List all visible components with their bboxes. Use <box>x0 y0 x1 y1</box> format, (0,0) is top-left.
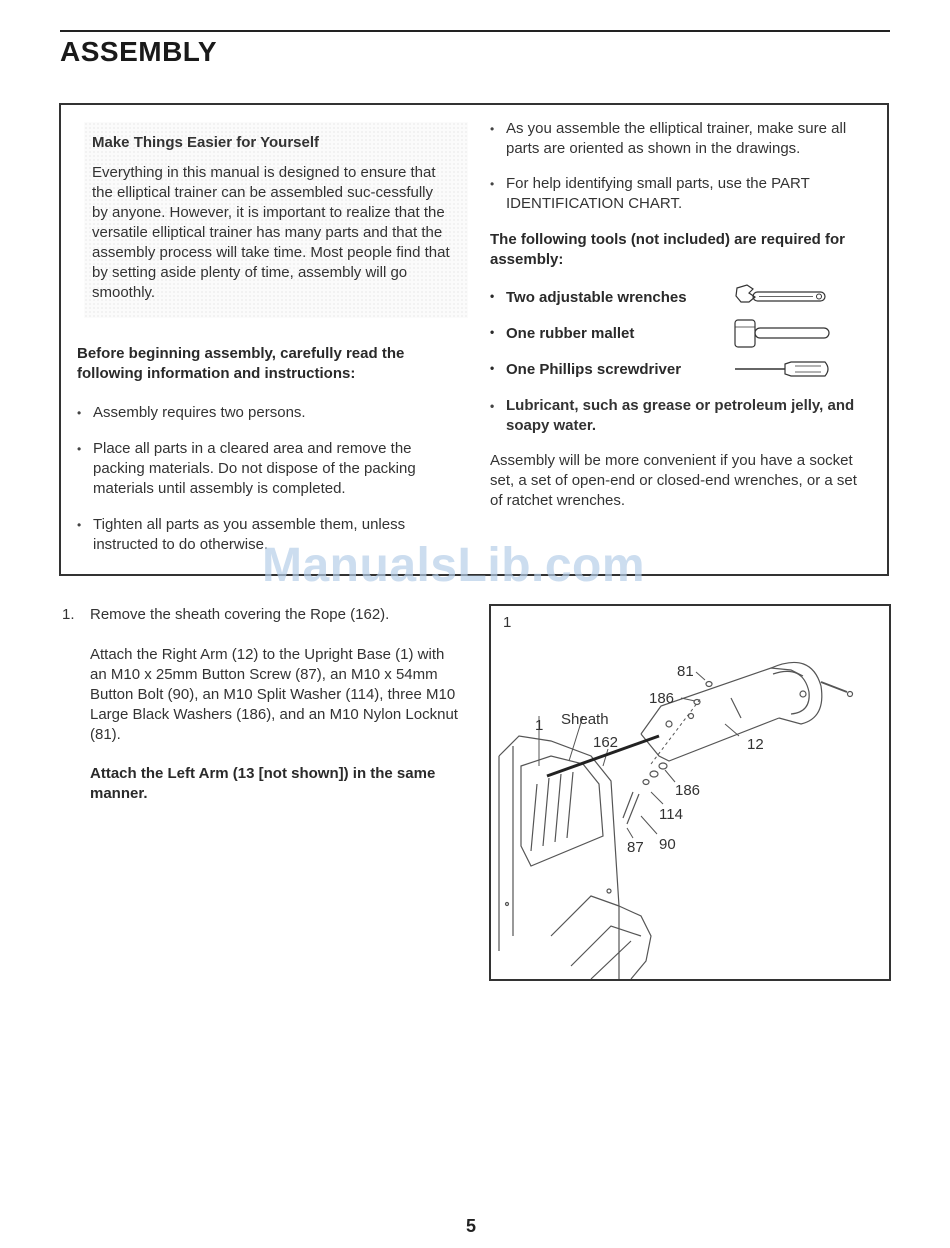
callout-81: 81 <box>677 663 694 680</box>
callout-12: 12 <box>747 736 764 753</box>
lubricant-item: • Lubricant, such as grease or petroleum jelly, and soapy water. <box>490 396 870 436</box>
page-title: ASSEMBLY <box>60 36 218 67</box>
before-bullet: • Place all parts in a cleared area and remove the packing materials. Do not dispose of the packing materials until assembly is completed. <box>77 439 467 499</box>
callout-90: 90 <box>659 836 676 853</box>
adjustable-wrench-icon <box>733 283 833 311</box>
right-bullet: • As you assemble the elliptical trainer, make sure all parts are oriented as shown in the drawings. <box>490 119 870 159</box>
callout-114: 114 <box>659 806 683 823</box>
page-number: 5 <box>466 1216 477 1236</box>
tool-item <box>490 323 850 347</box>
watermark: ManualsLib.com <box>262 539 646 592</box>
callout-sheath: Sheath <box>561 711 609 728</box>
tool-label: • One Phillips screwdriver <box>490 361 681 378</box>
callout-162: 162 <box>593 734 619 751</box>
phillips-screwdriver-icon <box>733 357 833 381</box>
tools-heading: The following tools (not included) are required for assembly: <box>490 231 845 268</box>
tool-item <box>490 359 850 383</box>
header-rule <box>60 30 890 32</box>
callout-186-bottom: 186 <box>675 782 701 799</box>
tip-title: Make Things Easier for Yourself <box>92 134 320 151</box>
right-bullet: • For help identifying small parts, use the PART IDENTIFICATION CHART. <box>490 174 870 214</box>
step-number: 1. <box>62 606 75 623</box>
before-heading: Before beginning assembly, carefully read the following information and instructions: <box>77 345 405 382</box>
step-line1: Remove the sheath covering the Rope (162). <box>90 606 390 623</box>
tool-label: • Two adjustable wrenches <box>490 289 687 306</box>
callout-1: 1 <box>535 717 544 734</box>
rubber-mallet-icon <box>733 317 833 351</box>
before-bullet: • Tighten all parts as you assemble them, unless instructed to do otherwise. <box>77 515 467 555</box>
lubricant-list <box>490 396 870 436</box>
step-note: Attach the Left Arm (13 [not shown]) in the same manner. <box>90 765 436 802</box>
assembly-figure <box>489 604 891 981</box>
assembly-illustration <box>491 606 889 979</box>
callout-87: 87 <box>627 839 644 856</box>
tip-body: Everything in this manual is designed to ensure that the elliptical trainer can be assembled suc-cessfully by anyone. However, it is important to realize that the versatile elliptical trainer has many parts and that the assembly process will take time. Most people find that by setting aside plenty of time, assembly will go smoothly. <box>92 164 450 301</box>
before-bullet: • Assembly requires two persons. <box>77 403 467 423</box>
right-bullet-list <box>490 119 870 214</box>
convenience-note: Assembly will be more convenient if you have a socket set, a set of open-end or closed-end wrenches, or a set of ratchet wrenches. <box>490 452 857 509</box>
tool-item <box>490 287 850 311</box>
tip-panel <box>84 122 468 318</box>
tool-label: • One rubber mallet <box>490 325 634 342</box>
callout-186-top: 186 <box>649 690 675 707</box>
before-bullet-list <box>77 403 467 555</box>
figure-number: 1 <box>503 614 512 631</box>
step-paragraph: Attach the Right Arm (12) to the Upright Base (1) with an M10 x 25mm Button Screw (87), an M10 x 54mm Button Bolt (90), an M10 Split Washer (114), three M10 Large Black Washers (186), and an M10 Nylon Locknut (81). <box>90 646 458 743</box>
